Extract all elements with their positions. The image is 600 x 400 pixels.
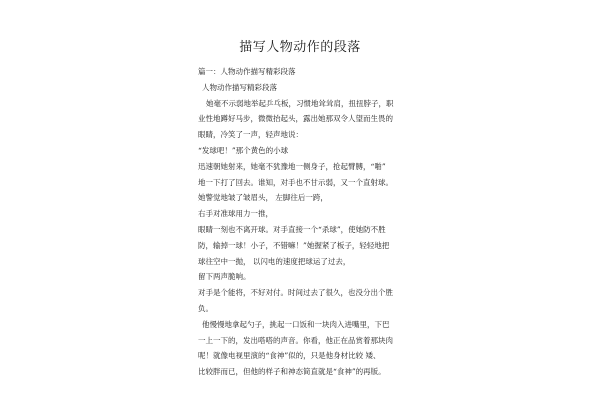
document-body (198, 64, 408, 380)
paragraph-line: 篇一：人物动作描写精彩段落 (198, 67, 296, 76)
paragraph-line: 眼睛，冷笑了一声，轻声地说： (198, 130, 303, 140)
paragraph-line: 眼睛一刻也不离开球。对手直接一个“杀球”，使她防不胜 (198, 224, 386, 234)
paragraph-line: 她毫不示弱地举起乒乓板，习惯地耸耸肩，扭扭脖子，职 (206, 98, 394, 108)
paragraph-line: 一上一下的，发出嗒嗒的声音。你看，他正在品赏着那块肉 (198, 335, 393, 345)
paragraph-line: 她警觉地皱了皱眉头， 左脚往后一跨， (198, 193, 328, 203)
paragraph-line: 业性地蹲好马步，微微抬起头，露出她那双令人望而生畏的 (198, 114, 393, 124)
paragraph-line: 他慢慢地拿起勺子，挑起一口饭和一块肉入进嘴里，下巴 (202, 319, 390, 329)
paragraph-line: 球往空中一抛， 以闪电的速度把球运了过去， (198, 256, 351, 266)
paragraph-line: “发球吧！”那个黄色的小球 (198, 145, 289, 155)
paragraph-line: 人物动作描写精彩段落 (202, 82, 277, 92)
paragraph-line: 留下两声脆响。 (198, 272, 251, 282)
paragraph-line: 对手是个能将，不好对付。时间过去了很久，也没分出个胜 (198, 288, 393, 298)
document-title: 描写人物动作的段落 (239, 40, 361, 55)
paragraph-line: 迅速朝她射来，她毫不犹豫地一侧身子，抢起臂膊，“啪” (198, 161, 386, 171)
paragraph-line: 比较胖而已，但他的样子和神态简直就是“食神”的再版。 (198, 367, 386, 377)
paragraph-line: 呢！就像电视里演的“食神”似的，只是他身材比较 矮、 (198, 351, 381, 361)
paragraph-line: 地一下打了回去。谁知，对手也不甘示弱，又一个直射球。 (198, 177, 393, 187)
paragraph-line: 负。 (198, 303, 213, 313)
paragraph-line: 右手对准球用力一推， (198, 209, 273, 219)
paragraph-line: 防，输掉一球！小子，不错嘛！”她握紧了板子，轻轻地把 (198, 240, 390, 250)
